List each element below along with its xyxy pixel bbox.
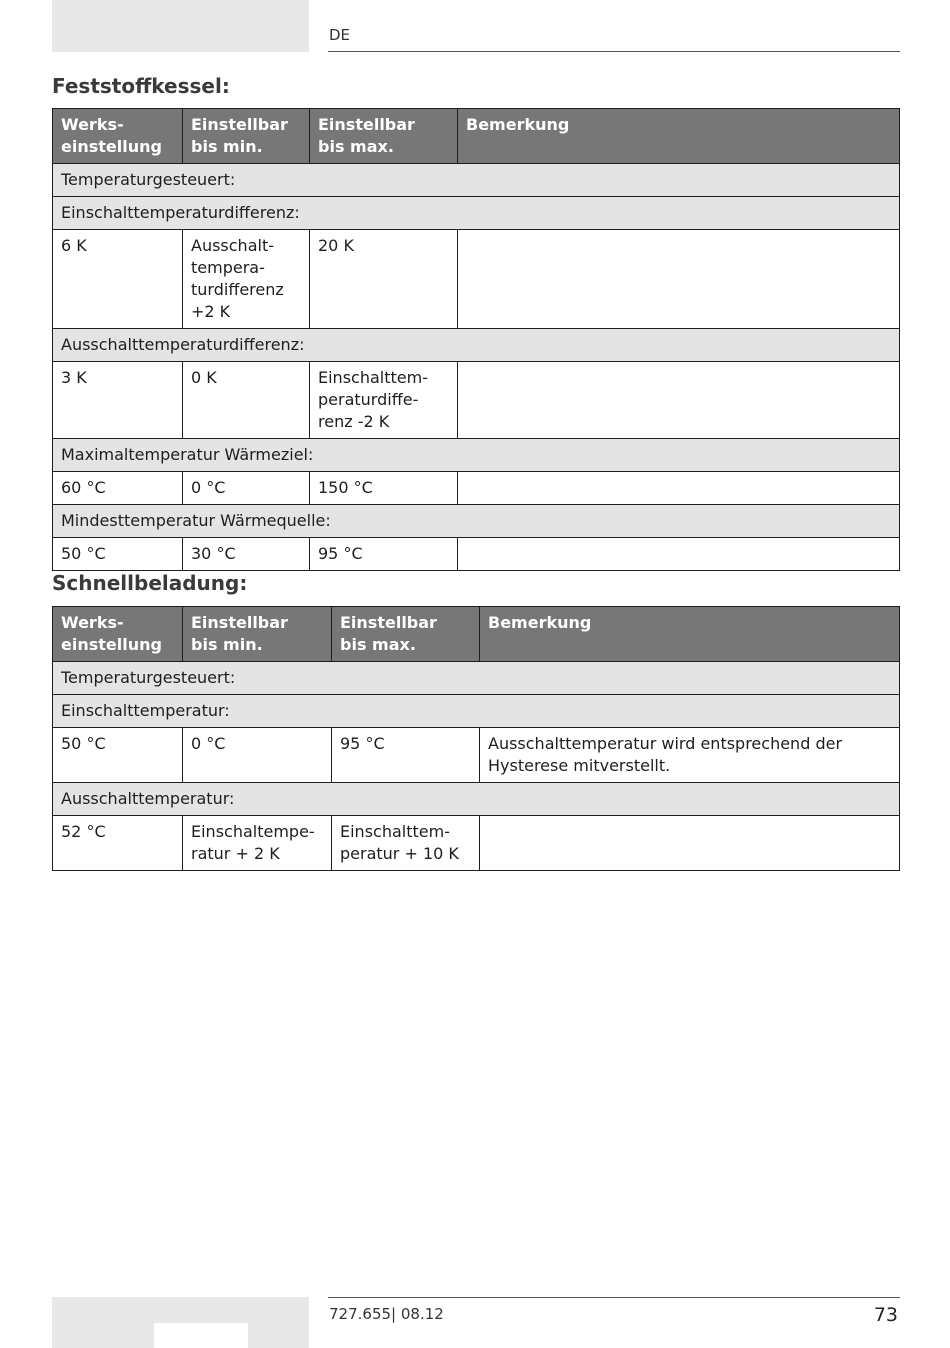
cell-min: 30 °C [183,538,310,571]
section-label: Temperaturgesteuert: [53,662,900,695]
table-row [53,538,900,571]
column-header-werkseinstellung: Werks- einstellung [53,109,183,164]
cell-default: 52 °C [53,816,183,871]
table-section-row [53,164,900,197]
column-header-bemerkung: Bemerkung [458,109,900,164]
column-header-max: Einstellbar bis max. [310,109,458,164]
cell-min: 0 K [183,362,310,439]
table-row [53,230,900,329]
cell-max: Einschalttem- peratur + 10 K [332,816,480,871]
table-row [53,816,900,871]
cell-remark [458,472,900,505]
column-header-bemerkung: Bemerkung [480,607,900,662]
column-header-max: Einstellbar bis max. [332,607,480,662]
table-row [53,728,900,783]
cell-min: 0 °C [183,472,310,505]
language-label: DE [329,26,351,44]
cell-min: Einschaltempe- ratur + 2 K [183,816,332,871]
section-label: Mindesttemperatur Wärmequelle: [53,505,900,538]
cell-min: Ausschalt- tempera- turdifferenz +2 K [183,230,310,329]
section-label: Ausschalttemperaturdifferenz: [53,329,900,362]
cell-default: 50 °C [53,538,183,571]
document-code: 727.655| 08.12 [329,1305,444,1323]
page-number: 73 [873,1304,898,1326]
cell-remark [458,362,900,439]
cell-max: 95 °C [310,538,458,571]
section-title-feststoffkessel: Feststoffkessel: [52,74,230,98]
table-feststoffkessel [52,108,900,571]
cell-max: Einschalttem- peraturdiffe- renz -2 K [310,362,458,439]
table-section-row [53,505,900,538]
cell-remark [458,230,900,329]
header-rule [328,51,900,52]
table-row [53,472,900,505]
section-label: Einschalttemperaturdifferenz: [53,197,900,230]
column-header-min: Einstellbar bis min. [183,607,332,662]
cell-remark: Ausschalttemperatur wird entsprechend der Hysterese mitverstellt. [480,728,900,783]
table-section-row [53,662,900,695]
section-label: Einschalttemperatur: [53,695,900,728]
table-section-row [53,329,900,362]
cell-min: 0 °C [183,728,332,783]
cell-remark [480,816,900,871]
cell-remark [458,538,900,571]
section-title-schnellbeladung: Schnellbeladung: [52,571,248,595]
table-row [53,362,900,439]
section-label: Ausschalttemperatur: [53,783,900,816]
table-section-row [53,197,900,230]
header-gray-block [52,0,309,52]
footer-white-tab [154,1323,248,1348]
column-header-werkseinstellung: Werks- einstellung [53,607,183,662]
footer-rule [328,1297,900,1298]
table-section-row [53,783,900,816]
cell-max: 20 K [310,230,458,329]
cell-default: 6 K [53,230,183,329]
cell-default: 50 °C [53,728,183,783]
cell-max: 150 °C [310,472,458,505]
section-label: Temperaturgesteuert: [53,164,900,197]
table-section-row [53,695,900,728]
cell-default: 3 K [53,362,183,439]
column-header-min: Einstellbar bis min. [183,109,310,164]
cell-max: 95 °C [332,728,480,783]
table-schnellbeladung [52,606,900,871]
cell-default: 60 °C [53,472,183,505]
section-label: Maximaltemperatur Wärmeziel: [53,439,900,472]
table-section-row [53,439,900,472]
